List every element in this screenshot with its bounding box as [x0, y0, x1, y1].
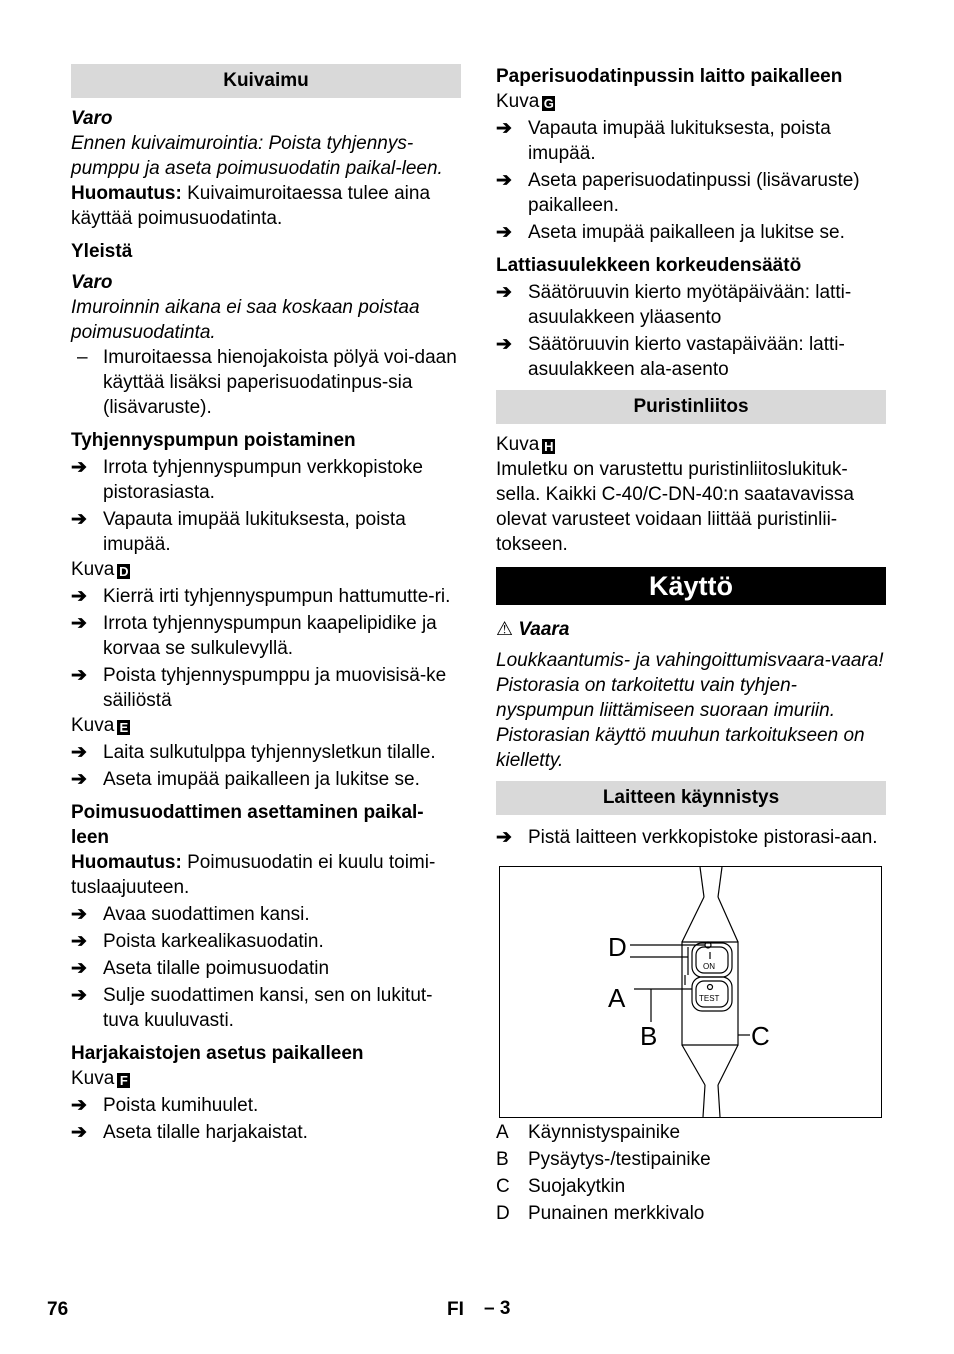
arrow-right-icon: ➔ [496, 282, 512, 303]
step-item [71, 663, 461, 713]
figure-letter-badge: E [117, 720, 130, 735]
step-text: Aseta tilalle harjakaistat. [103, 1122, 308, 1143]
step-text: Irrota tyhjennyspumpun verkkopistoke pistorasiasta. [103, 457, 423, 503]
legend-item [496, 1174, 886, 1199]
arrow-right-icon: ➔ [496, 118, 512, 139]
step-item [71, 956, 461, 981]
legend-text: Punainen merkkivalo [528, 1203, 705, 1224]
step-item [71, 611, 461, 661]
step-item [71, 507, 461, 557]
step-text: Laita sulkutulppa tyhjennysletkun tilalle. [103, 742, 436, 763]
note-label: Huomautus: [71, 183, 182, 204]
step-text: Vapauta imupää lukituksesta, poista imupää. [103, 509, 406, 555]
dash-item-text: Imuroitaessa hienojakoista pölyä voi-daan käyttää lisäksi paperisuodatinpus-sia (lisävaruste). [103, 347, 457, 418]
step-text: Poista kumihuulet. [103, 1095, 259, 1116]
figure-label-c: C [751, 1021, 770, 1051]
arrow-right-icon: ➔ [71, 985, 87, 1006]
figure-label-a: A [608, 983, 626, 1013]
step-text: Vapauta imupää lukituksesta, poista imupää. [528, 118, 831, 164]
note-label: Huomautus: [71, 852, 182, 873]
heading-tyhjennyspumppu: Tyhjennyspumpun poistaminen [71, 430, 356, 451]
arrow-right-icon: ➔ [71, 665, 87, 686]
arrow-right-icon: ➔ [71, 904, 87, 925]
figure-reference-label: Kuva [71, 559, 115, 580]
step-item [496, 280, 886, 330]
step-item [71, 740, 461, 765]
section-page: – 3 [484, 1298, 511, 1319]
step-text: Kierrä irti tyhjennyspumpun hattumutte-ri. [103, 586, 451, 607]
danger-heading [496, 617, 886, 642]
language-code: FI [447, 1299, 464, 1320]
section-band-kaynnistys: Laitteen käynnistys [496, 781, 886, 815]
figure-legend [496, 1120, 886, 1226]
arrow-right-icon: ➔ [496, 170, 512, 191]
chapter-heading-kaytto: Käyttö [496, 567, 886, 605]
figure-label-b: B [640, 1021, 658, 1051]
figure-reference [71, 557, 461, 582]
step-text: Irrota tyhjennyspumpun kaapelipidike ja korvaa se sulkulevyllä. [103, 613, 437, 659]
switch-figure [499, 866, 882, 1118]
figure-letter-badge: F [117, 1073, 130, 1088]
figure-reference [496, 432, 886, 457]
legend-item [496, 1120, 886, 1145]
legend-item [496, 1201, 886, 1226]
step-item [496, 116, 886, 166]
arrow-right-icon: ➔ [496, 827, 512, 848]
heading-harjakaistat: Harjakaistojen asetus paikalleen [71, 1043, 364, 1064]
legend-key: B [496, 1149, 509, 1170]
step-text: Säätöruuvin kierto vastapäivään: latti-asuulakkeen ala-asento [528, 334, 845, 380]
arrow-right-icon: ➔ [71, 1122, 87, 1143]
step-text: Säätöruuvin kierto myötäpäivään: latti-asuulakkeen yläasento [528, 282, 852, 328]
page-number: 76 [47, 1299, 69, 1320]
caution-text: Ennen kuivaimurointia: Poista tyhjennys-pumppu ja aseta poimusuodatin paikal-leen. [71, 133, 443, 179]
step-text: Aseta paperisuodatinpussi (lisävaruste) paikalleen. [528, 170, 860, 216]
figure-reference [71, 1066, 461, 1091]
legend-key: C [496, 1176, 510, 1197]
heading-yleista: Yleistä [71, 241, 133, 262]
figure-reference-label: Kuva [71, 1068, 115, 1089]
step-item [496, 220, 886, 245]
note-text: Poimusuodatin ei kuulu toimi-tuslaajuuteen. [71, 852, 436, 898]
warning-triangle-icon: ⚠ [496, 619, 514, 640]
heading-paperisuodatin: Paperisuodatinpussin laitto paikalleen [496, 66, 843, 87]
section-band-puristinliitos: Puristinliitos [496, 390, 886, 424]
step-item [71, 455, 461, 505]
arrow-right-icon: ➔ [71, 769, 87, 790]
note-text: Kuivaimuroitaessa tulee aina käyttää poimusuodatinta. [71, 183, 431, 229]
arrow-right-icon: ➔ [71, 457, 87, 478]
danger-heading-text: Vaara [518, 619, 570, 640]
figure-reference-label: Kuva [71, 715, 115, 736]
step-item [496, 825, 886, 850]
note-paragraph [71, 850, 461, 900]
step-text: Pistä laitteen verkkopistoke pistorasi-aan. [528, 827, 878, 848]
arrow-right-icon: ➔ [71, 1095, 87, 1116]
figure-letter-badge: G [543, 96, 554, 111]
step-item [71, 929, 461, 954]
test-button-label: TEST [699, 994, 720, 1003]
step-text: Aseta tilalle poimusuodatin [103, 958, 330, 979]
step-item [71, 902, 461, 927]
step-text: Poista tyhjennyspumppu ja muovisisä-ke säiliöstä [103, 665, 447, 711]
arrow-right-icon: ➔ [71, 613, 87, 634]
step-text: Aseta imupää paikalleen ja lukitse se. [103, 769, 420, 790]
legend-item [496, 1147, 886, 1172]
heading-lattiasuulake: Lattiasuulekkeen korkeudensäätö [496, 255, 802, 276]
figure-reference [496, 89, 886, 114]
figure-reference [71, 713, 461, 738]
arrow-right-icon: ➔ [496, 334, 512, 355]
figure-letter-badge: H [544, 439, 554, 454]
arrow-right-icon: ➔ [71, 958, 87, 979]
step-text: Aseta imupää paikalleen ja lukitse se. [528, 222, 845, 243]
heading-poimusuodatin: Poimusuodattimen asettaminen paikal-leen [71, 802, 424, 848]
legend-text: Suojakytkin [528, 1176, 626, 1197]
step-item [71, 983, 461, 1033]
arrow-right-icon: ➔ [71, 931, 87, 952]
arrow-right-icon: ➔ [71, 586, 87, 607]
step-text: Poista karkealikasuodatin. [103, 931, 324, 952]
caution-heading: Varo [71, 272, 113, 293]
step-item [71, 1120, 461, 1145]
legend-key: D [496, 1203, 510, 1224]
figure-label-d: D [608, 932, 627, 962]
legend-text: Käynnistyspainike [528, 1122, 681, 1143]
step-item [71, 1093, 461, 1118]
step-item [71, 767, 461, 792]
section-band-kuivaimu: Kuivaimu [71, 64, 461, 98]
figure-letter-badge: D [119, 564, 129, 579]
left-column [71, 64, 461, 1145]
dash-bullet: – [77, 347, 88, 368]
dash-item [71, 345, 461, 420]
caution-heading: Varo [71, 108, 113, 129]
step-item [71, 584, 461, 609]
legend-key: A [496, 1122, 509, 1143]
danger-text: Loukkaantumis- ja vahingoittumisvaara-vaara! Pistorasia on tarkoitettu vain tyhjen-nyspumpun liittämiseen suoraan imuriin. Pistorasian käyttö muuhun tarkoitukseen on kielletty. [496, 650, 884, 771]
note-paragraph [71, 181, 461, 231]
legend-text: Pysäytys-/testipainike [528, 1149, 711, 1170]
step-text: Sulje suodattimen kansi, sen on lukitut-tuva kuuluvasti. [103, 985, 433, 1031]
switch-diagram [500, 867, 881, 1117]
on-button-label: ON [703, 962, 715, 971]
step-text: Avaa suodattimen kansi. [103, 904, 310, 925]
body-paragraph: Imuletku on varustettu puristinliitoslukituk-sella. Kaikki C-40/C-DN-40:n saatavavissa olevat varusteet voidaan liittää puristinlii-tokseen. [496, 459, 854, 555]
caution-text: Imuroinnin aikana ei saa koskaan poistaa poimusuodatinta. [71, 297, 420, 343]
arrow-right-icon: ➔ [71, 742, 87, 763]
step-item [496, 332, 886, 382]
arrow-right-icon: ➔ [496, 222, 512, 243]
figure-reference-label: Kuva [496, 91, 540, 112]
figure-reference-label: Kuva [496, 434, 540, 455]
right-column [496, 64, 886, 1226]
arrow-right-icon: ➔ [71, 509, 87, 530]
step-item [496, 168, 886, 218]
